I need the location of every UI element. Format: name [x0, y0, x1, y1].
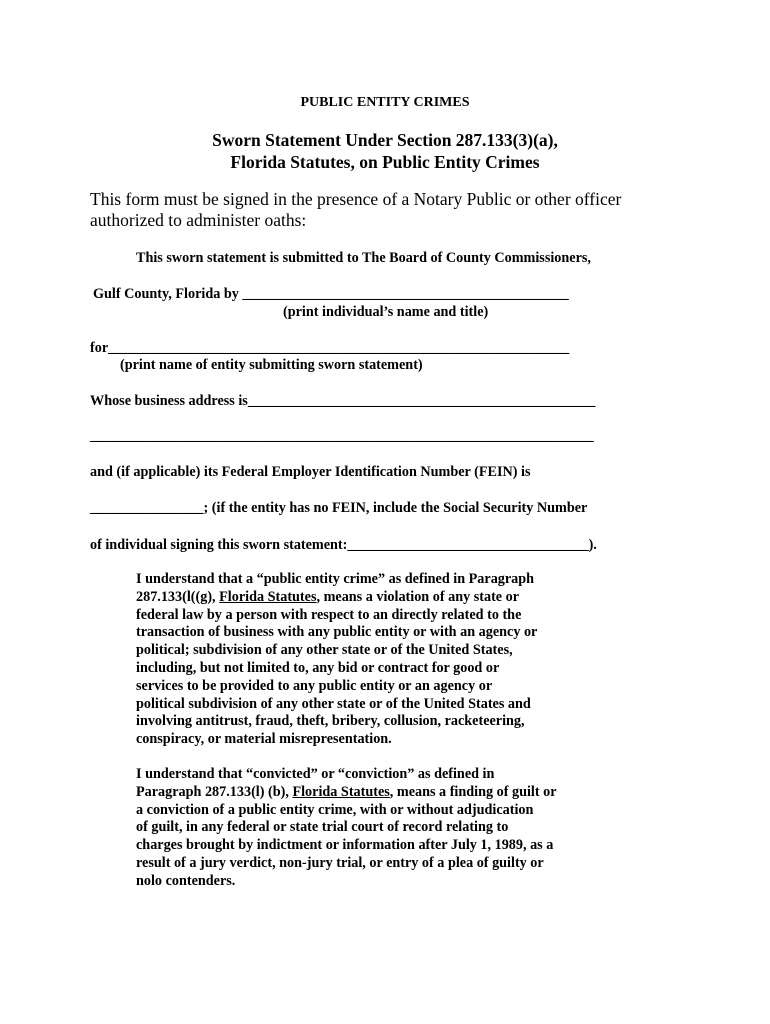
definition-text: 287.133(l((g), [136, 588, 220, 605]
entity-name-field[interactable]: _________________________________________________________________ [108, 340, 570, 356]
definition-line: of guilt, in any federal or state trial court of record relating to [136, 819, 509, 836]
ssn-label: of individual signing this sworn statement: [90, 537, 348, 553]
fein-label: and (if applicable) its Federal Employer Identification Number (FEIN) is [90, 464, 531, 480]
document-category: PUBLIC ENTITY CRIMES [300, 95, 470, 110]
definition-line: a conviction of a public entity crime, with or without adjudication [136, 801, 534, 818]
definition-line: political; subdivision of any other state or of the United States, [136, 642, 513, 659]
public-entity-crime-definition [136, 571, 606, 749]
submitted-to-text: This sworn statement is submitted to The Board of County Commissioners, [136, 250, 591, 266]
intro-line2: authorized to administer oaths: [90, 210, 307, 230]
document-title-line2: Florida Statutes, on Public Entity Crimes [230, 152, 540, 172]
ssn-tail: ). [588, 537, 597, 553]
definition-text: , means a finding of guilt or [389, 783, 557, 800]
address-row [90, 392, 595, 410]
individual-name-field[interactable]: ______________________________________________ [242, 286, 569, 302]
definition-line: involving antitrust, fraud, theft, bribery, collusion, racketeering, [136, 713, 525, 730]
definition-text: Paragraph 287.133(l) (b), [136, 783, 293, 800]
definition-line: including, but not limited to, any bid or contract for good or [136, 659, 500, 676]
address-field-line2[interactable]: _______________________________________________________________________ [90, 428, 594, 444]
definition-line: political subdivision of any other state or of the United States and [136, 695, 531, 712]
definition-line: I understand that a “public entity crime” as defined in Paragraph [136, 571, 535, 587]
definition-line [136, 589, 606, 607]
definition-line: charges brought by indictment or information after July 1, 1989, as a [136, 837, 554, 854]
county-label: Gulf County, Florida by [93, 286, 239, 302]
intro-line1: This form must be signed in the presence of a Notary Public or other officer [90, 189, 622, 209]
conviction-definition [136, 766, 606, 891]
definition-line: result of a jury verdict, non-jury trial, or entry of a plea of guilty or [136, 854, 544, 871]
definition-line: nolo contenders. [136, 872, 236, 889]
definition-line: transaction of business with any public entity or with an agency or [136, 624, 538, 641]
entity-row [90, 339, 569, 357]
document-title-line1: Sworn Statement Under Section 287.133(3)(a), [212, 130, 558, 150]
fein-field[interactable]: ________________ [90, 500, 204, 516]
entity-name-hint: (print name of entity submitting sworn statement) [120, 357, 423, 373]
address-field[interactable]: _________________________________________________ [247, 393, 596, 409]
ssn-field[interactable]: __________________________________ [347, 537, 589, 553]
definition-text: , means a violation of any state or [316, 588, 520, 605]
fein-row [90, 499, 587, 517]
definition-line: services to be provided to any public entity or an agency or [136, 677, 493, 694]
definition-line: federal law by a person with respect to an directly related to the [136, 606, 522, 623]
ssn-row [90, 536, 597, 554]
fein-note: ; (if the entity has no FEIN, include the Social Security Number [203, 500, 588, 516]
definition-line: I understand that “convicted” or “conviction” as defined in [136, 766, 495, 782]
individual-name-hint: (print individual’s name and title) [283, 304, 489, 320]
florida-statutes-citation: Florida Statutes [292, 783, 390, 800]
address-label: Whose business address is [90, 393, 248, 409]
for-label: for [90, 340, 109, 356]
definition-line [136, 784, 606, 802]
definition-line: conspiracy, or material misrepresentation. [136, 731, 392, 748]
florida-statutes-citation: Florida Statutes [219, 588, 317, 605]
county-row [93, 285, 569, 303]
